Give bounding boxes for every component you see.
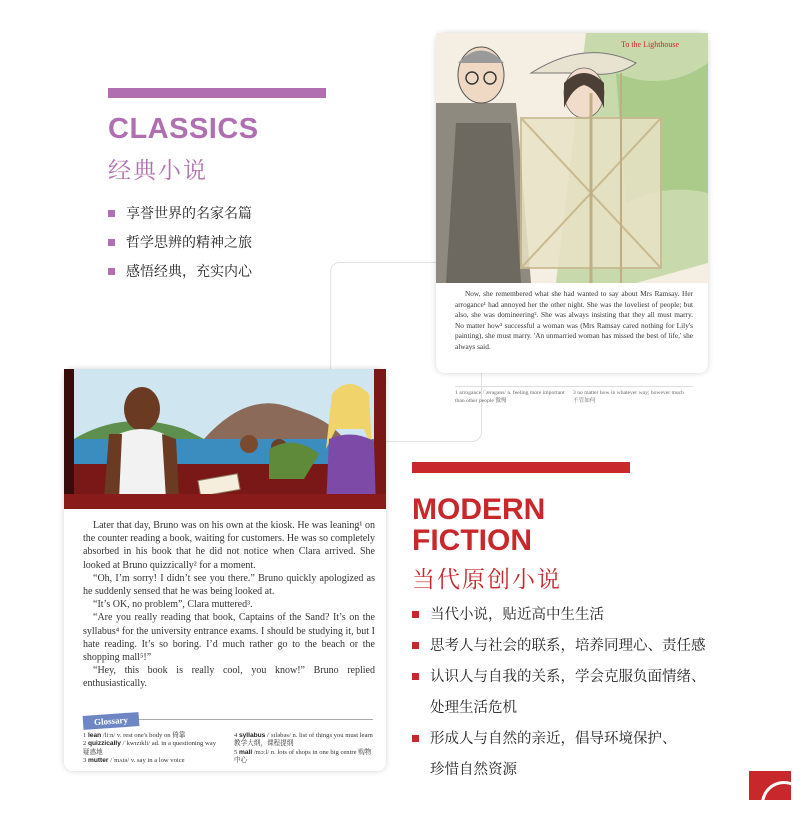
classics-feature-item: 享誉世界的名家名篇: [108, 204, 252, 233]
top-page-glossary: [455, 386, 693, 404]
modern-feature-item: 当代小说，贴近高中生生活: [412, 605, 706, 625]
classics-feature-item: 哲学思辨的精神之旅: [108, 233, 252, 262]
modern-feature-item: 形成人与自然的亲近，倡导环境保护、 珍惜自然资源: [412, 729, 706, 780]
corner-logo-mark: [749, 771, 791, 800]
glossary-label: Glossary: [83, 712, 140, 730]
glossary-entry: 5 mall /mɔːl/ n. lots of shops in one big centre 购物中心: [234, 748, 372, 765]
classics-feature-list: [108, 204, 252, 291]
glossary-entry: 4 syllabus /ˈsɪləbəs/ n. list of things you must learn 教学大纲，课程提纲: [234, 732, 373, 748]
bottom-page-text: Later that day, Bruno was on his own at the kiosk. He was leaning¹ on the counter reading a book, waiting for customers. He was so completely absorbed in his book that he did not notice when Clara arrived. She looked at Bruno quizzically² for a moment. “Oh, I’m sorry! I didn’t see you there.” Bruno quickly apologized as he suddenly sensed that he was being looked at. “It’s OK, no problem”, Clara muttered³. “Are you really reading that book, Captains of the Sand? It’s on the syllabus⁴ for the university entrance exams. I should be studying it, but I hate reading. It’s so boring. I’d much rather go to the beach or the shopping mall⁵!” “Hey, this book is really cool, you know!” Bruno replied enthusiastically.: [83, 520, 375, 690]
glossary-entry: 1 lean /liːn/ v. rest one's body on 倚靠: [83, 732, 186, 739]
classics-feature-item: 感悟经典，充实内心: [108, 262, 252, 291]
modern-subtitle: 当代原创小说: [412, 567, 562, 593]
glossary-entry: 3 mutter /ˈmʌtə/ v. say in a low voice: [83, 757, 185, 765]
glossary-column-left: [83, 732, 223, 766]
modern-accent-bar: [412, 462, 630, 473]
modern-feature-item: 认识人与自我的关系，学会克服负面情绪、 处理生活危机: [412, 667, 706, 718]
classics-title: CLASSICS: [108, 113, 259, 145]
modern-sample-page: [64, 369, 386, 771]
classics-sample-page: [436, 33, 708, 404]
classics-subtitle: 经典小说: [108, 158, 208, 184]
top-gloss-left: 1 arrogance /ˈærəgəns/ n. feeling more important than other people 傲慢: [455, 390, 565, 404]
top-page-header: To the Lighthouse: [621, 40, 680, 49]
classics-accent-bar: [108, 88, 326, 98]
glossary-column-right: [234, 732, 374, 766]
modern-title-line2: FICTION: [412, 524, 532, 557]
modern-title-line1: MODERN: [412, 493, 546, 526]
modern-feature-list: [412, 605, 706, 791]
modern-title: [412, 494, 545, 556]
modern-feature-item: 思考人与社会的联系，培养同理心、责任感: [412, 636, 706, 656]
top-page-text: Now, she remembered what she had wanted to say about Mrs Ramsay. Her arrogance¹ had annoyed her the other night. She was the loveliest of people; but also, she was domineering². She was always insisting that they all must marry. No matter how³ successful a woman was (Mrs Ramsay cared nothing for Lily's painting), she must marry. 'An unmarried woman has missed the best of life,' she always said.: [455, 289, 693, 351]
kiosk-illustration: [64, 369, 386, 509]
lighthouse-illustration: [436, 33, 708, 283]
top-gloss-right: 3 no matter how in whatever way; however much 不管如何: [573, 390, 684, 404]
glossary-entry: 2 quizzically /ˈkwɪzɪkli/ ad. in a questioning way 疑惑地: [83, 740, 216, 756]
